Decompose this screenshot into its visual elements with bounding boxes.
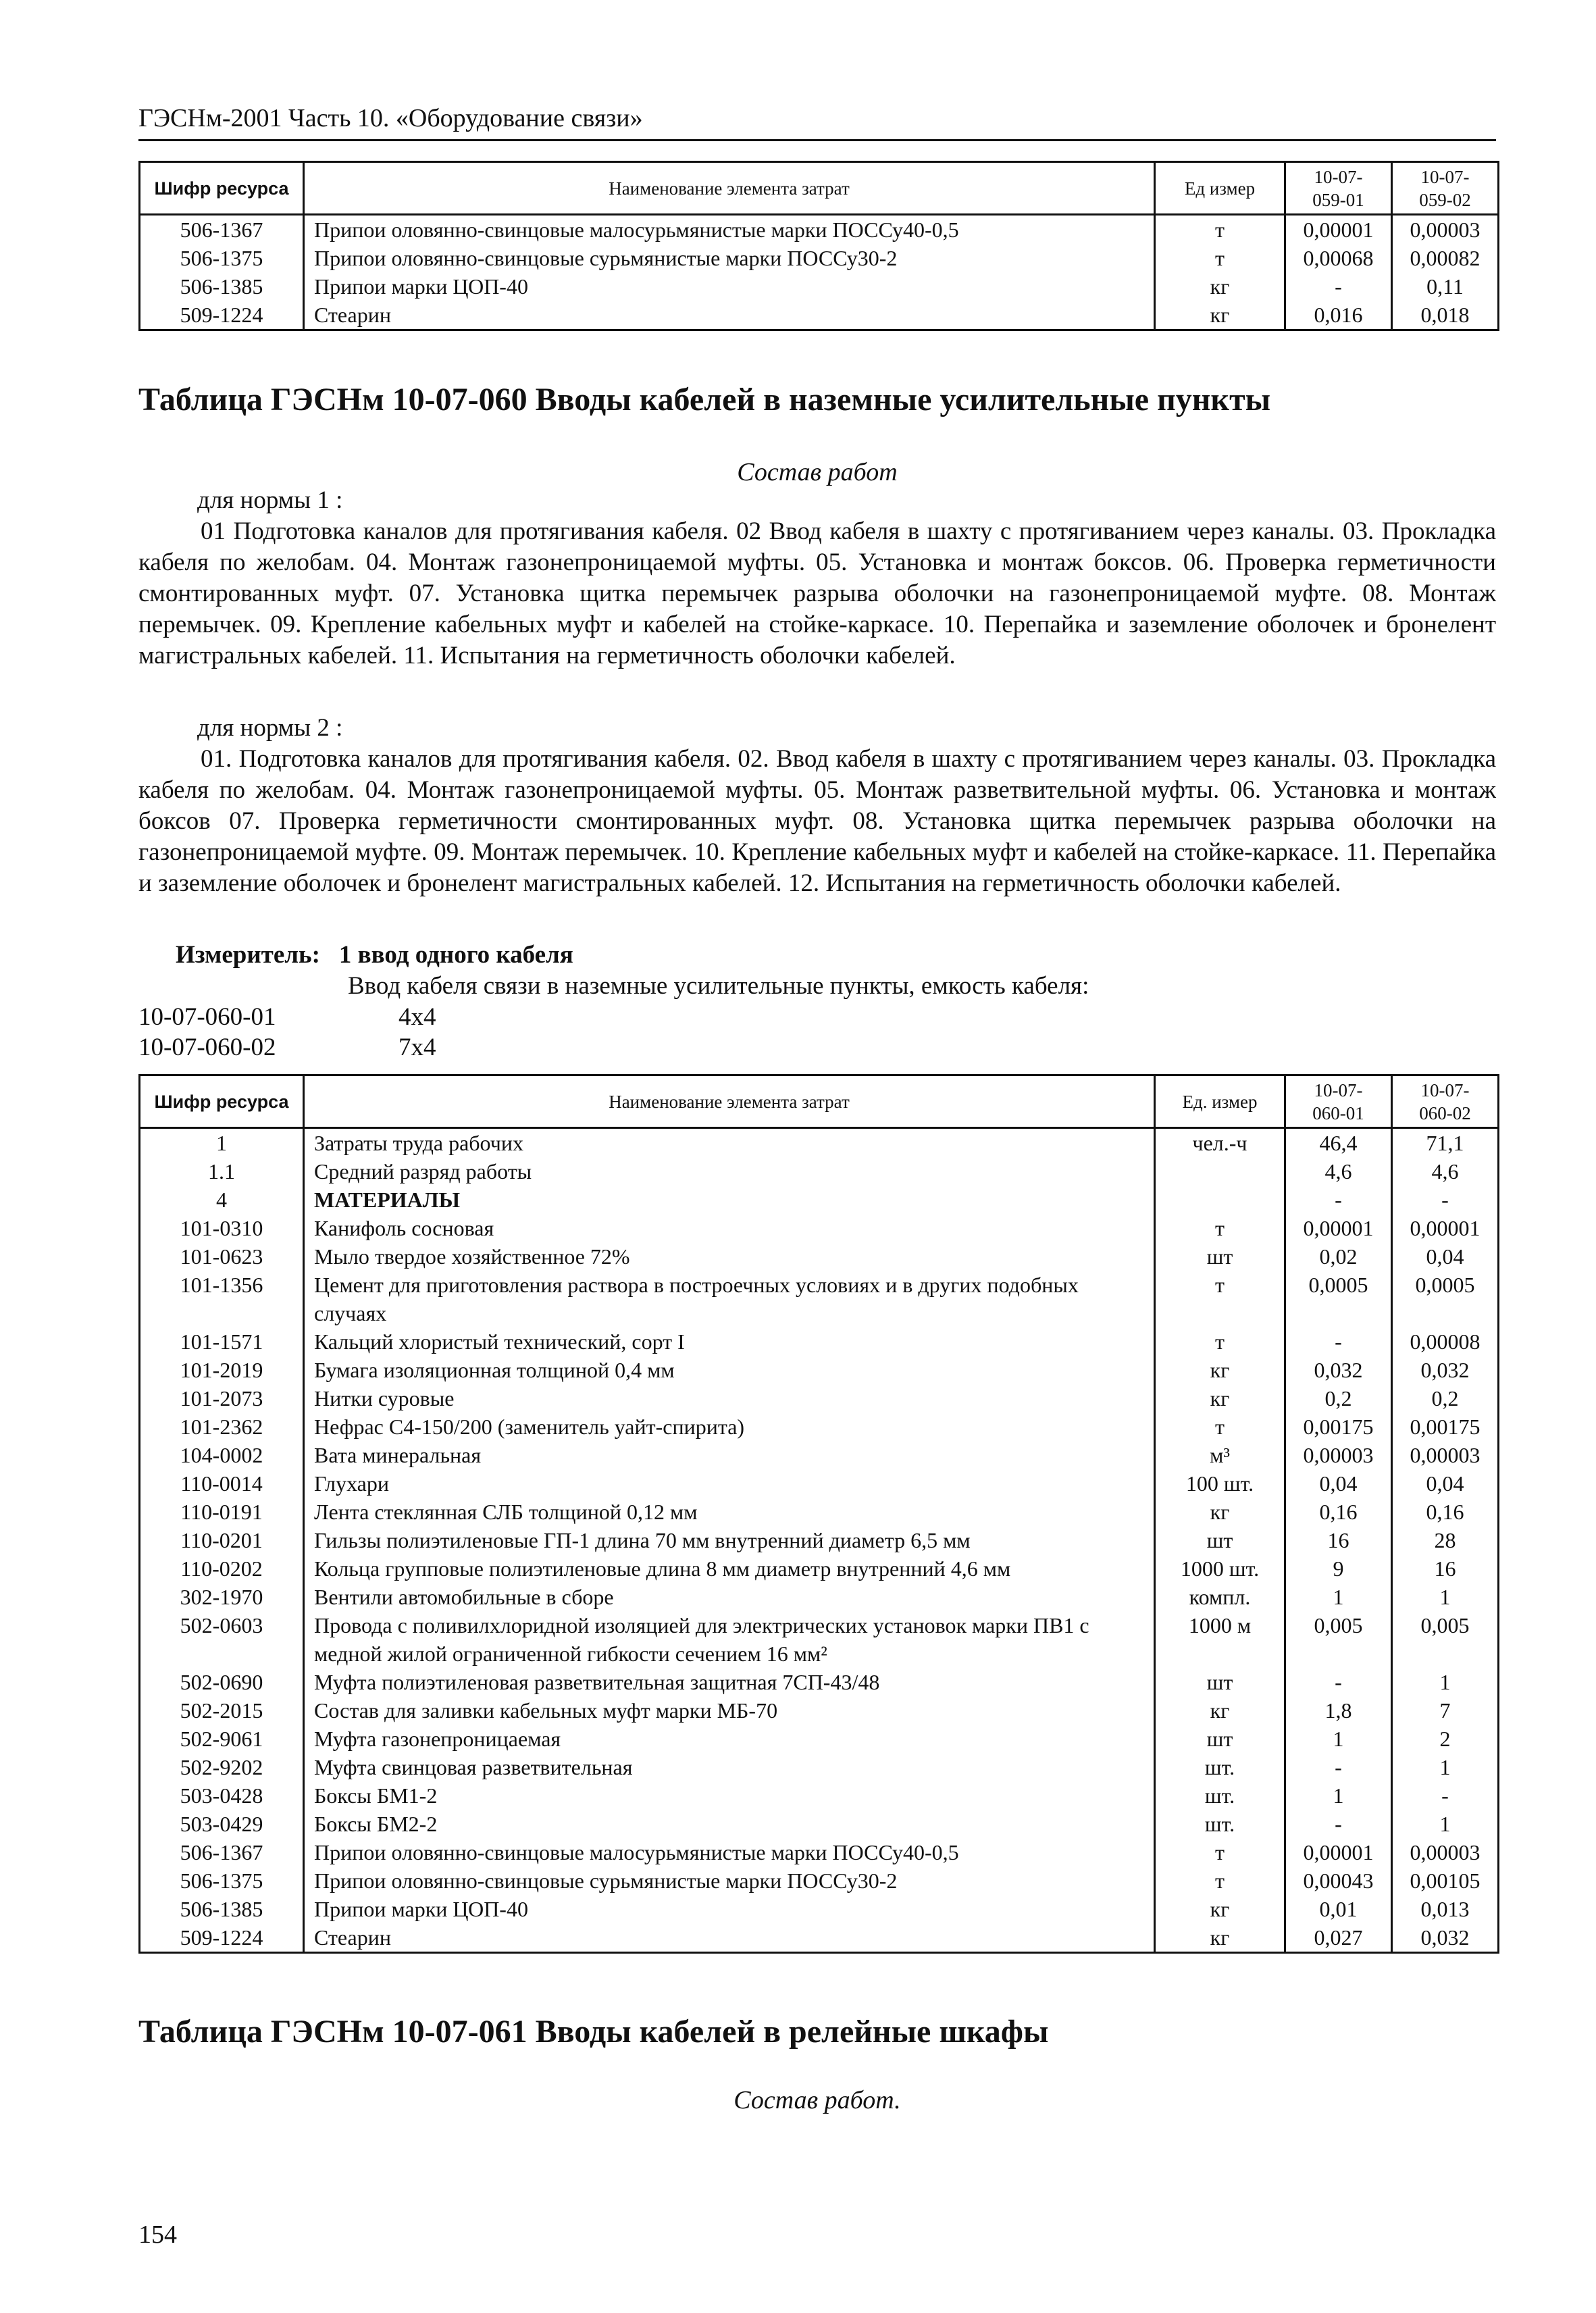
cell-norm-1: 0,016 [1285,301,1392,330]
cell-code: 104-0002 [140,1441,304,1469]
column-header-norm-2 [1392,1075,1499,1128]
cell-unit: шт [1155,1526,1285,1554]
cell-unit: кг [1155,1498,1285,1526]
cell-norm-2: 0,04 [1392,1242,1499,1271]
measure-label: Измеритель: [176,941,320,969]
cell-name: Припои оловянно-свинцовые сурьмянистые марки ПОССу30-2 [304,244,1155,272]
cell-name: Боксы БМ2-2 [304,1810,1155,1838]
table-row [140,1838,1499,1866]
cell-code: 110-0191 [140,1498,304,1526]
cell-unit [1155,1186,1285,1214]
cell-name: Припои марки ЦОП-40 [304,1895,1155,1923]
variant-value: 7x4 [398,1034,436,1061]
norm-2-text: 01. Подготовка каналов для протягивания кабеля. 02. Ввод кабеля в шахту с протягиванием через каналы. 03. Прокладка кабеля по желобам. 04. Монтаж газонепроницаемой муфты. 05. Монтаж разветвительной муфты. 06. Установка и монтаж боксов 07. Проверка герметичности смонтированных муфт. 08. Установка щитка перемычек разрыва оболочки на газонепроницаемой муфте. 09. Монтаж перемычек. 10. Крепление кабельных муфт и кабелей на стойке-каркасе. 11. Перепайка и заземление оболочек и бронелент магистральных кабелей. 12. Испытания на герметичность оболочки кабелей. [138,745,1496,897]
cell-name: Муфта газонепроницаемая [304,1725,1155,1753]
cell-name: Канифоль сосновая [304,1214,1155,1242]
table-row [140,1384,1499,1413]
cell-unit: т [1155,1271,1285,1327]
column-header-unit: Ед. измер [1155,1075,1285,1128]
cell-norm-1: - [1285,272,1392,301]
cell-code: 101-2019 [140,1356,304,1384]
cell-norm-2: 7 [1392,1696,1499,1725]
cell-name: Нитки суровые [304,1384,1155,1413]
cell-unit: т [1155,1413,1285,1441]
cell-name: Припои оловянно-свинцовые сурьмянистые марки ПОССу30-2 [304,1866,1155,1895]
cell-name: Боксы БМ1-2 [304,1781,1155,1810]
composition-heading-2: Состав работ. [733,2086,901,2114]
column-header-norm-2-line2: 060-02 [1419,1102,1471,1123]
column-header-norm-1 [1285,1075,1392,1128]
cell-norm-2: 0,0005 [1392,1271,1499,1327]
cell-unit: шт. [1155,1810,1285,1838]
column-header-norm-2-line1: 10-07- [1420,1079,1470,1100]
cell-name: Кальций хлористый технический, сорт I [304,1327,1155,1356]
cell-norm-1: 0,00001 [1285,215,1392,245]
resource-table-main-body [140,1128,1499,1953]
cell-code: 506-1375 [140,244,304,272]
table-row [140,1128,1499,1158]
cell-unit: шт [1155,1668,1285,1696]
table-row [140,272,1499,301]
cell-unit: кг [1155,1895,1285,1923]
cell-norm-1: 0,01 [1285,1895,1392,1923]
norm-1-label: для нормы 1 : [197,486,343,514]
cell-norm-1: - [1285,1753,1392,1781]
table-row [140,1753,1499,1781]
table-row [140,1214,1499,1242]
table-row [140,1356,1499,1384]
cell-norm-1: 9 [1285,1554,1392,1583]
cell-code: 1.1 [140,1157,304,1186]
cell-name: Затраты труда рабочих [304,1128,1155,1158]
cell-norm-1: 1 [1285,1583,1392,1611]
cell-code: 509-1224 [140,1923,304,1953]
table-row [140,1810,1499,1838]
column-header-norm-1-line2: 059-01 [1312,189,1364,210]
cell-norm-2: 1 [1392,1810,1499,1838]
cell-norm-1: 0,00003 [1285,1441,1392,1469]
cell-norm-1: - [1285,1668,1392,1696]
cell-norm-2: 16 [1392,1554,1499,1583]
cell-norm-1: 46,4 [1285,1128,1392,1158]
variant-code: 10-07-060-02 [138,1034,276,1061]
cell-norm-2: 0,00003 [1392,1441,1499,1469]
cell-code: 506-1367 [140,1838,304,1866]
cell-code: 503-0429 [140,1810,304,1838]
section-title-10-07-061: Таблица ГЭСНм 10-07-061 Вводы кабелей в релейные шкафы [138,2014,1049,2050]
resource-table-main [138,1074,1499,1954]
cell-unit: т [1155,1838,1285,1866]
cell-norm-1: - [1285,1327,1392,1356]
cell-norm-2: - [1392,1781,1499,1810]
cell-norm-1: 0,032 [1285,1356,1392,1384]
cell-norm-1: 1 [1285,1725,1392,1753]
cell-unit: кг [1155,301,1285,330]
cell-norm-2: 4,6 [1392,1157,1499,1186]
cell-unit: шт. [1155,1781,1285,1810]
column-header-norm-1-line1: 10-07- [1314,1079,1363,1100]
cell-norm-2: 0,032 [1392,1356,1499,1384]
cell-name: МАТЕРИАЛЫ [304,1186,1155,1214]
table-row [140,1781,1499,1810]
resource-table-top [138,161,1499,331]
cell-norm-1: - [1285,1810,1392,1838]
cell-name: Бумага изоляционная толщиной 0,4 мм [304,1356,1155,1384]
cell-code: 101-0310 [140,1214,304,1242]
cell-name: Провода с поливилхлоридной изоляцией для электрических установок марки ПВ1 с медной жилой ограниченной гибкости сечением 16 мм² [304,1611,1155,1668]
cell-norm-1: 0,04 [1285,1469,1392,1498]
cell-name: Средний разряд работы [304,1157,1155,1186]
cell-code: 506-1375 [140,1866,304,1895]
cell-unit [1155,1157,1285,1186]
measure-value: 1 ввод одного кабеля [338,941,573,969]
cell-code: 101-1571 [140,1327,304,1356]
norm-2-label: для нормы 2 : [197,714,343,742]
cell-norm-2: 0,00001 [1392,1214,1499,1242]
cell-name: Стеарин [304,1923,1155,1953]
column-header-norm-2 [1392,162,1499,215]
cell-unit: чел.-ч [1155,1128,1285,1158]
cell-unit: кг [1155,1384,1285,1413]
table-row [140,1611,1499,1668]
cell-code: 101-1356 [140,1271,304,1327]
variant-value: 4x4 [398,1003,436,1031]
cell-unit: шт. [1155,1753,1285,1781]
cell-unit: м³ [1155,1441,1285,1469]
cell-norm-2: 1 [1392,1583,1499,1611]
variant-row-2 [138,1032,436,1063]
table-row [140,1725,1499,1753]
cell-code: 502-0690 [140,1668,304,1696]
variant-row-1 [138,1002,436,1033]
table-row [140,1498,1499,1526]
cell-name: Мыло твердое хозяйственное 72% [304,1242,1155,1271]
cell-name: Глухари [304,1469,1155,1498]
cell-norm-2: 0,00082 [1392,244,1499,272]
cell-name: Нефрас С4-150/200 (заменитель уайт-спирита) [304,1413,1155,1441]
cell-unit: компл. [1155,1583,1285,1611]
cell-unit: т [1155,1214,1285,1242]
cell-name: Лента стеклянная СЛБ толщиной 0,12 мм [304,1498,1155,1526]
running-header: ГЭСНм-2001 Часть 10. «Оборудование связи» [138,101,1496,141]
table-row [140,1696,1499,1725]
table-row [140,1157,1499,1186]
cell-norm-1: 16 [1285,1526,1392,1554]
cell-code: 101-2073 [140,1384,304,1413]
cell-norm-2: 0,005 [1392,1611,1499,1668]
cell-code: 506-1385 [140,272,304,301]
table-row [140,301,1499,330]
table-row [140,1895,1499,1923]
cell-name: Гильзы полиэтиленовые ГП-1 длина 70 мм внутренний диаметр 6,5 мм [304,1526,1155,1554]
resource-table-top-body [140,215,1499,330]
cell-norm-2: 1 [1392,1753,1499,1781]
cell-norm-1: 0,00001 [1285,1214,1392,1242]
cell-norm-2: - [1392,1186,1499,1214]
cell-code: 110-0201 [140,1526,304,1554]
cell-unit: шт [1155,1725,1285,1753]
cell-norm-2: 0,11 [1392,272,1499,301]
cell-code: 503-0428 [140,1781,304,1810]
cell-unit: кг [1155,1923,1285,1953]
cell-unit: т [1155,1866,1285,1895]
cell-norm-2: 0,04 [1392,1469,1499,1498]
cell-code: 509-1224 [140,301,304,330]
cell-unit: кг [1155,1696,1285,1725]
column-header-code: Шифр ресурса [140,162,304,215]
cell-name: Припои марки ЦОП-40 [304,272,1155,301]
cell-norm-1: 0,16 [1285,1498,1392,1526]
cell-name: Муфта свинцовая разветвительная [304,1753,1155,1781]
cell-code: 302-1970 [140,1583,304,1611]
cell-name: Состав для заливки кабельных муфт марки МБ-70 [304,1696,1155,1725]
cell-norm-2: 1 [1392,1668,1499,1696]
cell-norm-1: 1 [1285,1781,1392,1810]
cell-unit: шт [1155,1242,1285,1271]
cell-norm-1: 0,0005 [1285,1271,1392,1327]
table-row [140,1526,1499,1554]
cell-norm-1: 0,00175 [1285,1413,1392,1441]
cell-code: 502-9061 [140,1725,304,1753]
cell-norm-1: 0,005 [1285,1611,1392,1668]
column-header-norm-1 [1285,162,1392,215]
cell-norm-1: 0,00043 [1285,1866,1392,1895]
cell-code: 506-1367 [140,215,304,245]
table-row [140,1923,1499,1953]
cell-norm-2: 28 [1392,1526,1499,1554]
cell-norm-2: 0,00003 [1392,1838,1499,1866]
column-header-norm-2-line2: 059-02 [1419,189,1471,210]
cell-norm-2: 0,013 [1392,1895,1499,1923]
table-row [140,1554,1499,1583]
cell-code: 101-0623 [140,1242,304,1271]
column-header-norm-2-line1: 10-07- [1420,166,1470,187]
cell-name: Вентили автомобильные в сборе [304,1583,1155,1611]
composition-heading: Состав работ [737,458,898,486]
cell-norm-1: 1,8 [1285,1696,1392,1725]
cell-norm-2: 0,16 [1392,1498,1499,1526]
cell-norm-2: 0,032 [1392,1923,1499,1953]
cell-name: Стеарин [304,301,1155,330]
cell-unit: 100 шт. [1155,1469,1285,1498]
cell-name: Припои оловянно-свинцовые малосурьмянистые марки ПОССу40-0,5 [304,1838,1155,1866]
cell-norm-1: 0,00001 [1285,1838,1392,1866]
column-header-name: Наименование элемента затрат [304,162,1155,215]
column-header-norm-1-line1: 10-07- [1314,166,1363,187]
table-row [140,1271,1499,1327]
cell-code: 110-0014 [140,1469,304,1498]
table-row [140,1186,1499,1214]
column-header-code: Шифр ресурса [140,1075,304,1128]
cell-norm-2: 0,00003 [1392,215,1499,245]
table-row [140,1668,1499,1696]
cell-norm-2: 0,018 [1392,301,1499,330]
cell-code: 1 [140,1128,304,1158]
cell-norm-2: 0,00008 [1392,1327,1499,1356]
column-header-norm-1-line2: 060-01 [1312,1102,1364,1123]
cell-name: Муфта полиэтиленовая разветвительная защитная 7СП-43/48 [304,1668,1155,1696]
page-number: 154 [138,2220,177,2249]
cell-norm-2: 0,00175 [1392,1413,1499,1441]
cell-name: Цемент для приготовления раствора в построечных условиях и в других подобных случаях [304,1271,1155,1327]
table-row [140,215,1499,245]
cell-unit: 1000 м [1155,1611,1285,1668]
measure-line [176,940,573,971]
cell-unit: кг [1155,1356,1285,1384]
section-title-10-07-060: Таблица ГЭСНм 10-07-060 Вводы кабелей в наземные усилительные пункты [138,382,1271,417]
cell-norm-1: 0,02 [1285,1242,1392,1271]
table-row [140,1583,1499,1611]
cell-unit: т [1155,244,1285,272]
table-row [140,244,1499,272]
cell-unit: т [1155,1327,1285,1356]
cell-norm-1: 4,6 [1285,1157,1392,1186]
cell-norm-2: 0,00105 [1392,1866,1499,1895]
cell-code: 110-0202 [140,1554,304,1583]
cell-code: 101-2362 [140,1413,304,1441]
cell-norm-1: - [1285,1186,1392,1214]
table-caption: Ввод кабеля связи в наземные усилительные пункты, емкость кабеля: [348,972,1089,1000]
table-row [140,1327,1499,1356]
cell-code: 502-2015 [140,1696,304,1725]
cell-norm-1: 0,00068 [1285,244,1392,272]
cell-code: 502-9202 [140,1753,304,1781]
table-row [140,1866,1499,1895]
column-header-name: Наименование элемента затрат [304,1075,1155,1128]
column-header-unit: Ед измер [1155,162,1285,215]
cell-name: Припои оловянно-свинцовые малосурьмянистые марки ПОССу40-0,5 [304,215,1155,245]
table-row [140,1413,1499,1441]
cell-norm-1: 0,2 [1285,1384,1392,1413]
cell-code: 506-1385 [140,1895,304,1923]
cell-unit: т [1155,215,1285,245]
cell-code: 4 [140,1186,304,1214]
variant-code: 10-07-060-01 [138,1003,276,1031]
norm-1-text: 01 Подготовка каналов для протягивания кабеля. 02 Ввод кабеля в шахту с протягиванием через каналы. 03. Прокладка кабеля по желобам. 04. Монтаж газонепроницаемой муфты. 05. Установка и монтаж боксов. 06. Проверка герметичности смонтированных муфт. 07. Установка щитка перемычек разрыва оболочки на газонепроницаемой муфте. 08. Монтаж перемычек. 09. Крепление кабельных муфт и кабелей на стойке-каркасе. 10. Перепайка и заземление оболочек и бронелент магистральных кабелей. 11. Испытания на герметичность оболочки кабелей. [138,517,1496,669]
table-row [140,1469,1499,1498]
cell-norm-2: 0,2 [1392,1384,1499,1413]
cell-norm-2: 2 [1392,1725,1499,1753]
cell-norm-2: 71,1 [1392,1128,1499,1158]
table-row [140,1441,1499,1469]
cell-code: 502-0603 [140,1611,304,1668]
table-row [140,1242,1499,1271]
cell-norm-1: 0,027 [1285,1923,1392,1953]
cell-name: Вата минеральная [304,1441,1155,1469]
cell-unit: 1000 шт. [1155,1554,1285,1583]
cell-name: Кольца групповые полиэтиленовые длина 8 мм диаметр внутренний 4,6 мм [304,1554,1155,1583]
cell-unit: кг [1155,272,1285,301]
